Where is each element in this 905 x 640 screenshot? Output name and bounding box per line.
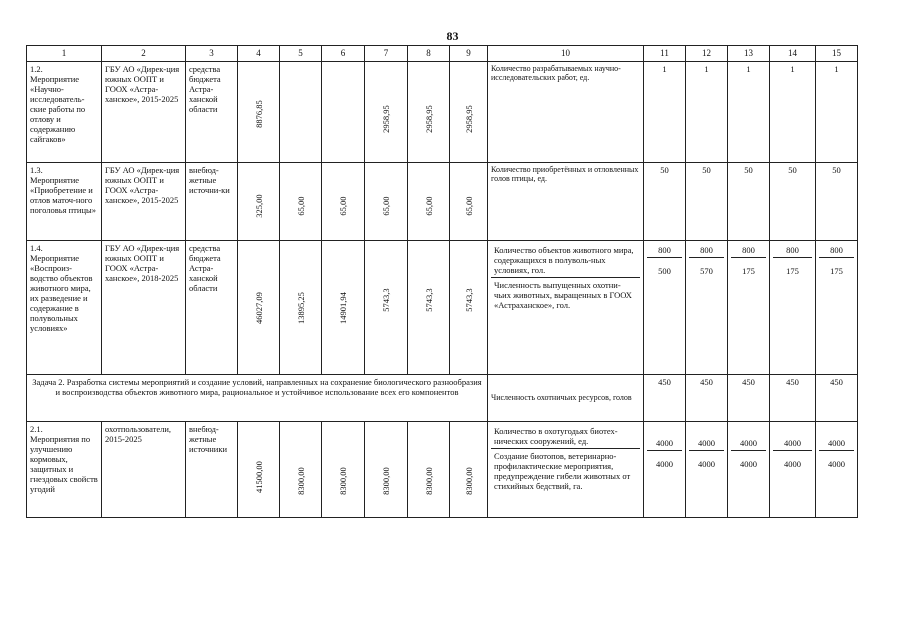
target-value: 175 xyxy=(742,266,755,277)
funding-cell xyxy=(322,163,365,241)
indicator-cell xyxy=(488,241,644,375)
funding-cell xyxy=(280,241,322,375)
target-value: 50 xyxy=(728,163,770,241)
measure-cell: 1.2. Мероприятие «Научно-исследователь-ские работы по отлову и содержанию сайгаков» xyxy=(27,62,102,163)
indicator-cell xyxy=(488,422,644,518)
target-value: 4000 xyxy=(647,424,682,451)
measure-cell: 1.4. Мероприятие «Воспроиз-водство объектов животного мира, их разведение и содержание в полувольных условиях» xyxy=(27,241,102,375)
target-cell xyxy=(728,422,770,518)
target-value: 450 xyxy=(816,375,858,422)
funding-value: 8300,00 xyxy=(295,467,306,495)
target-value: 4000 xyxy=(656,459,673,470)
funding-cell xyxy=(450,422,488,518)
target-value: 4000 xyxy=(698,459,715,470)
funding-value: 14901,94 xyxy=(337,292,348,324)
target-value: 500 xyxy=(658,266,671,277)
col-header: 4 xyxy=(238,46,280,62)
funding-cell xyxy=(408,163,450,241)
col-header: 6 xyxy=(322,46,365,62)
target-value: 4000 xyxy=(773,424,812,451)
target-value: 450 xyxy=(728,375,770,422)
executor-cell: охотпользователи, 2015-2025 xyxy=(102,422,186,518)
funding-cell xyxy=(408,62,450,163)
target-value: 1 xyxy=(686,62,728,163)
target-value: 800 xyxy=(731,243,766,258)
funding-value: 65,00 xyxy=(423,196,434,216)
measure-cell: 2.1. Мероприятия по улучшению кормовых, защитных и гнездовых свойств угодий xyxy=(27,422,102,518)
target-value: 4000 xyxy=(819,424,854,451)
funding-value: 41500,00 xyxy=(253,461,264,493)
table-row xyxy=(27,422,858,518)
funding-cell xyxy=(238,241,280,375)
indicator-cell: Численность охотничьих ресурсов, голов xyxy=(488,375,644,422)
table-row xyxy=(27,62,858,163)
funding-cell xyxy=(408,241,450,375)
col-header: 3 xyxy=(186,46,238,62)
funding-cell xyxy=(238,62,280,163)
target-cell xyxy=(770,241,816,375)
target-value: 570 xyxy=(700,266,713,277)
target-value: 800 xyxy=(647,243,682,258)
target-value: 800 xyxy=(819,243,854,258)
funding-cell xyxy=(365,163,408,241)
target-cell xyxy=(644,422,686,518)
funding-value: 5743,3 xyxy=(423,288,434,312)
page-number: 83 xyxy=(446,29,459,43)
target-value: 4000 xyxy=(784,459,801,470)
funding-value: 8300,00 xyxy=(337,467,348,495)
target-value: 1 xyxy=(644,62,686,163)
executor-cell: ГБУ АО «Дирек-ция южных ООПТ и ГООХ «Астра-ханское», 2015-2025 xyxy=(102,163,186,241)
funding-cell xyxy=(450,163,488,241)
funding-cell xyxy=(322,422,365,518)
funding-cell xyxy=(238,422,280,518)
target-value: 1 xyxy=(770,62,816,163)
source-cell: внебюд-жетные источни-ки xyxy=(186,163,238,241)
table-row xyxy=(27,241,858,375)
funding-cell xyxy=(408,422,450,518)
funding-cell xyxy=(450,62,488,163)
table-row xyxy=(27,163,858,241)
col-header: 5 xyxy=(280,46,322,62)
measure-cell: 1.3. Мероприятие «Приобретение и отлов маточ-ного поголовья птицы» xyxy=(27,163,102,241)
indicator-b: Численность выпущенных охотни-чьих животных, выращенных в ГООХ «Астраханское», гол. xyxy=(494,280,632,311)
target-value: 800 xyxy=(689,243,724,258)
funding-value: 2958,95 xyxy=(463,105,474,133)
executor-cell: ГБУ АО «Дирек-ция южных ООПТ и ГООХ «Астра-ханское», 2018-2025 xyxy=(102,241,186,375)
target-value: 800 xyxy=(773,243,812,258)
funding-value: 8300,00 xyxy=(423,467,434,495)
col-header: 9 xyxy=(450,46,488,62)
target-value: 175 xyxy=(786,266,799,277)
indicator-cell: Количество разрабатываемых научно-исследовательских работ, ед. xyxy=(488,62,644,163)
funding-value: 46027,09 xyxy=(253,292,264,324)
funding-value: 5743,3 xyxy=(380,288,391,312)
target-value: 450 xyxy=(686,375,728,422)
target-value: 50 xyxy=(770,163,816,241)
funding-value: 65,00 xyxy=(337,196,348,216)
funding-cell xyxy=(280,163,322,241)
target-value: 4000 xyxy=(740,459,757,470)
funding-cell xyxy=(322,241,365,375)
target-cell xyxy=(686,241,728,375)
target-value: 450 xyxy=(644,375,686,422)
funding-cell xyxy=(322,62,365,163)
target-value: 50 xyxy=(816,163,858,241)
col-header: 1 xyxy=(27,46,102,62)
target-cell xyxy=(770,422,816,518)
col-header: 2 xyxy=(102,46,186,62)
funding-value: 2958,95 xyxy=(380,105,391,133)
target-cell xyxy=(728,241,770,375)
target-cell xyxy=(644,241,686,375)
target-cell xyxy=(816,422,858,518)
col-header: 11 xyxy=(644,46,686,62)
indicator-a: Количество объектов животного мира, содержащихся в полуволь-ных условиях, гол. xyxy=(491,243,640,278)
funding-cell xyxy=(365,241,408,375)
source-cell: средства бюджета Астра-ханской области xyxy=(186,241,238,375)
col-header: 12 xyxy=(686,46,728,62)
target-value: 1 xyxy=(816,62,858,163)
funding-cell xyxy=(238,163,280,241)
col-header: 15 xyxy=(816,46,858,62)
source-cell: средства бюджета Астра-ханской области xyxy=(186,62,238,163)
funding-cell xyxy=(365,422,408,518)
col-header: 8 xyxy=(408,46,450,62)
target-value: 4000 xyxy=(689,424,724,451)
funding-value: 8876,85 xyxy=(253,100,264,128)
funding-value: 5743,3 xyxy=(463,288,474,312)
indicator-cell: Количество приобретённых и отловленных голов птицы, ед. xyxy=(488,163,644,241)
funding-value: 2958,95 xyxy=(423,105,434,133)
funding-value: 8300,00 xyxy=(463,467,474,495)
source-cell: внебюд-жетные источники xyxy=(186,422,238,518)
funding-cell xyxy=(280,62,322,163)
target-value: 1 xyxy=(728,62,770,163)
indicator-b: Создание биотопов, ветеринарно-профилактические мероприятия, предупреждение гибели животных от стихийных бедствий, га. xyxy=(494,451,631,492)
col-header: 14 xyxy=(770,46,816,62)
task-row xyxy=(27,375,858,422)
target-value: 450 xyxy=(770,375,816,422)
program-table xyxy=(26,45,858,518)
funding-cell xyxy=(450,241,488,375)
funding-cell xyxy=(365,62,408,163)
target-value: 4000 xyxy=(731,424,766,451)
target-value: 50 xyxy=(644,163,686,241)
target-value: 4000 xyxy=(828,459,845,470)
target-cell xyxy=(816,241,858,375)
funding-value: 65,00 xyxy=(295,196,306,216)
funding-value: 325,00 xyxy=(253,194,264,218)
funding-value: 65,00 xyxy=(463,196,474,216)
target-value: 175 xyxy=(830,266,843,277)
funding-value: 8300,00 xyxy=(380,467,391,495)
header-row xyxy=(27,46,858,62)
funding-value: 13895,25 xyxy=(295,292,306,324)
funding-value: 65,00 xyxy=(380,196,391,216)
indicator-a: Количество в охотугодьях биотех-нических сооружений, ед. xyxy=(491,424,640,449)
target-cell xyxy=(686,422,728,518)
col-header: 13 xyxy=(728,46,770,62)
task-heading: Задача 2. Разработка системы мероприятий и создание условий, направленных на сохранение биологического разнообразия и воспроизводства объектов животного мира, рациональное и устойчивое использование всех его компонентов xyxy=(27,375,488,422)
col-header: 10 xyxy=(488,46,644,62)
col-header: 7 xyxy=(365,46,408,62)
funding-cell xyxy=(280,422,322,518)
executor-cell: ГБУ АО «Дирек-ция южных ООПТ и ГООХ «Астра-ханское», 2015-2025 xyxy=(102,62,186,163)
target-value: 50 xyxy=(686,163,728,241)
